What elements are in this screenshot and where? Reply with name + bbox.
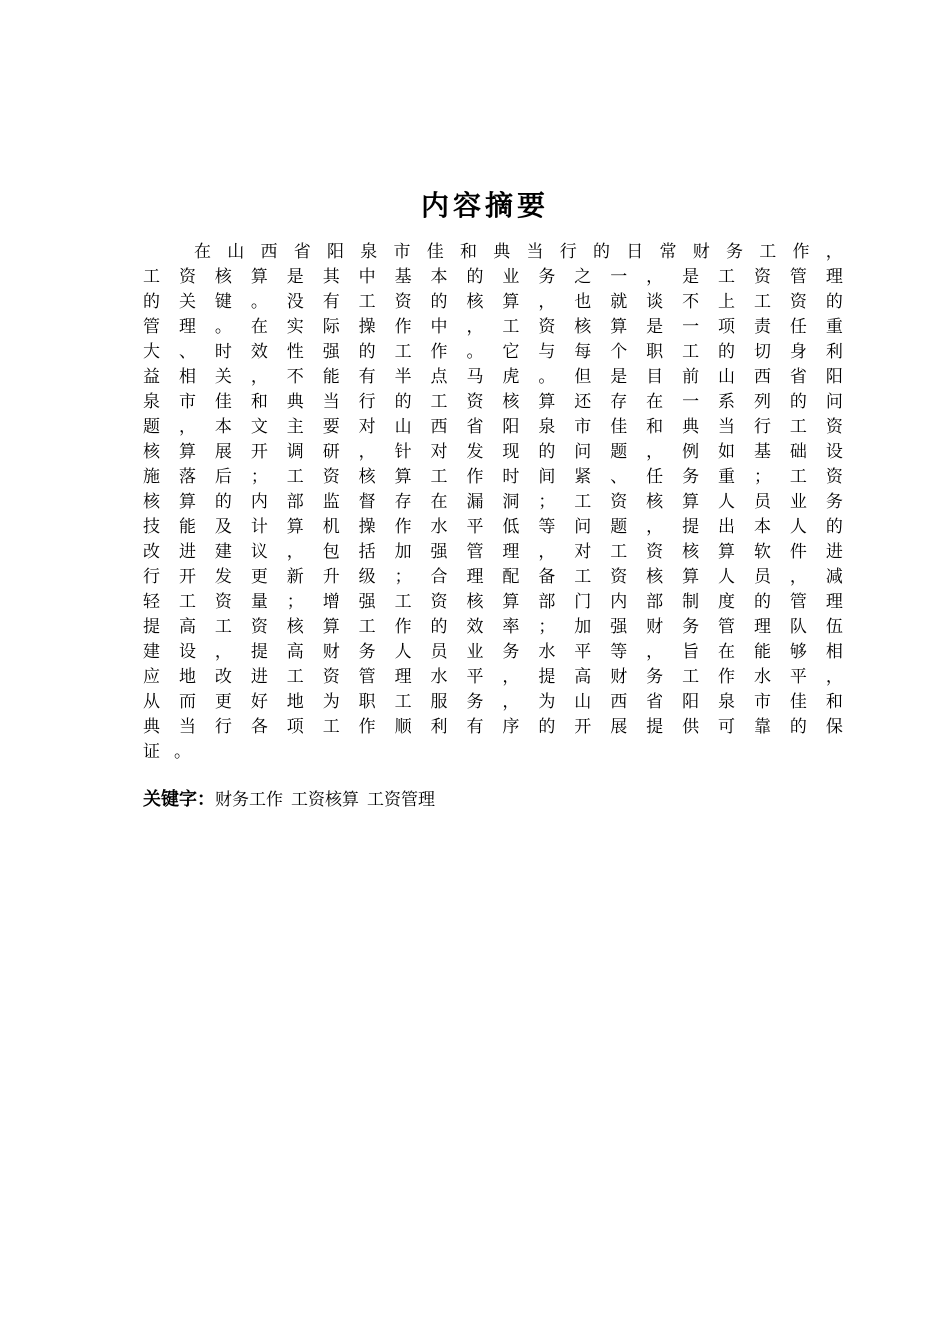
keyword-item: 财务工作 bbox=[215, 790, 283, 810]
abstract-line: 的 关 键 。 没 有 工 资 的 核 算 ， 也 就 谈 不 上 工 资 的 bbox=[143, 292, 843, 312]
abstract-line: 施 落 后 ； 工 资 核 算 工 作 时 间 紧 、 任 务 重 ； 工 资 bbox=[143, 467, 843, 487]
abstract-line: 题 ， 本 文 主 要 对 山 西 省 阳 泉 市 佳 和 典 当 行 工 资 bbox=[143, 417, 843, 437]
abstract-line: 在 山 西 省 阳 泉 市 佳 和 典 当 行 的 日 常 财 务 工 作 ， bbox=[194, 242, 843, 262]
abstract-line: 应 地 改 进 工 资 管 理 水 平 ， 提 高 财 务 工 作 水 平 ， bbox=[143, 667, 843, 687]
abstract-line: 证 。 bbox=[143, 742, 191, 762]
page-title: 内容摘要 bbox=[420, 189, 549, 222]
keywords-label: 关键字： bbox=[143, 789, 215, 810]
keywords-line bbox=[143, 787, 443, 813]
abstract-line: 典 当 行 各 项 工 作 顺 利 有 序 的 开 展 提 供 可 靠 的 保 bbox=[143, 717, 843, 737]
abstract-line: 轻 工 资 量 ； 增 强 工 资 核 算 部 门 内 部 制 度 的 管 理 bbox=[143, 592, 843, 612]
abstract-line: 益 相 关 ， 不 能 有 半 点 马 虎 。 但 是 目 前 山 西 省 阳 bbox=[143, 367, 843, 387]
abstract-body bbox=[143, 240, 843, 765]
keyword-item: 工资核算 bbox=[291, 790, 359, 810]
abstract-line: 核 算 展 开 调 研 ， 针 对 发 现 的 问 题 ， 例 如 基 础 设 bbox=[143, 442, 843, 462]
keyword-item: 工资管理 bbox=[367, 790, 435, 810]
abstract-line: 从 而 更 好 地 为 职 工 服 务 ， 为 山 西 省 阳 泉 市 佳 和 bbox=[143, 692, 843, 712]
abstract-line: 工 资 核 算 是 其 中 基 本 的 业 务 之 一 ， 是 工 资 管 理 bbox=[143, 267, 843, 287]
abstract-line: 管 理 。 在 实 际 操 作 中 ， 工 资 核 算 是 一 项 责 任 重 bbox=[143, 317, 843, 337]
abstract-line: 大 、 时 效 性 强 的 工 作 。 它 与 每 个 职 工 的 切 身 利 bbox=[143, 342, 843, 362]
abstract-line: 提 高 工 资 核 算 工 作 的 效 率 ； 加 强 财 务 管 理 队 伍 bbox=[143, 617, 843, 637]
abstract-line: 行 开 发 更 新 升 级 ； 合 理 配 备 工 资 核 算 人 员 ， 减 bbox=[143, 567, 843, 587]
abstract-line: 技 能 及 计 算 机 操 作 水 平 低 等 问 题 ， 提 出 本 人 的 bbox=[143, 517, 843, 537]
abstract-line: 改 进 建 议 ， 包 括 加 强 管 理 ， 对 工 资 核 算 软 件 进 bbox=[143, 542, 843, 562]
abstract-line: 建 设 ， 提 高 财 务 人 员 业 务 水 平 等 ， 旨 在 能 够 相 bbox=[143, 642, 843, 662]
abstract-line: 核 算 的 内 部 监 督 存 在 漏 洞 ； 工 资 核 算 人 员 业 务 bbox=[143, 492, 843, 512]
abstract-line: 泉 市 佳 和 典 当 行 的 工 资 核 算 还 存 在 一 系 列 的 问 bbox=[143, 392, 843, 412]
